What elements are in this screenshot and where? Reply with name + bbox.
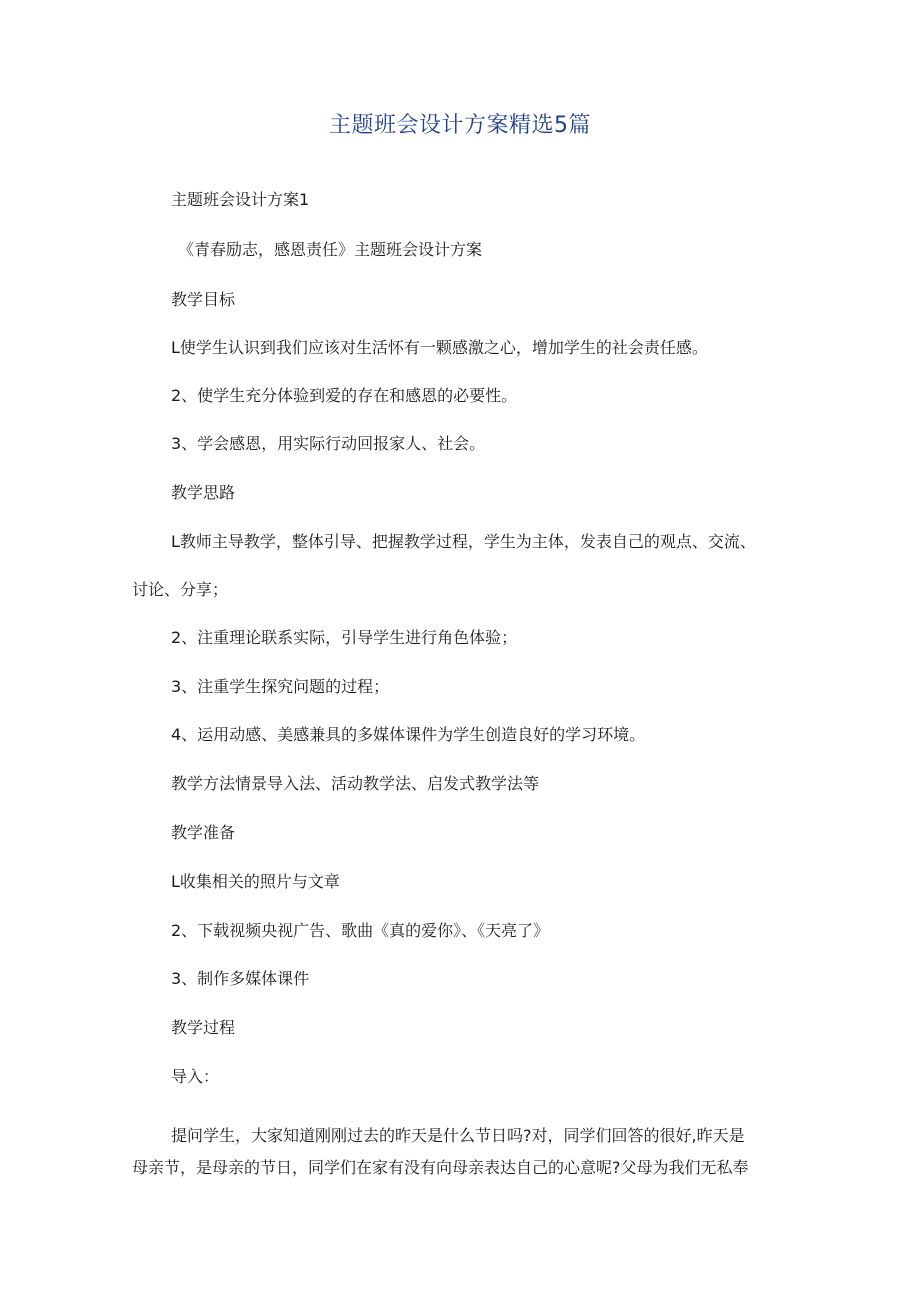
- paragraph-line: L教师主导教学，整体引导、把握教学过程，学生为主体，发表自己的观点、交流、: [171, 532, 756, 551]
- paragraph-line: 讨论、分享；: [132, 580, 229, 599]
- document-title: 主题班会设计方案精选5篇: [329, 113, 591, 138]
- paragraph-line: 2、注重理论联系实际，引导学生进行角色体验；: [171, 628, 518, 647]
- paragraph-line: L收集相关的照片与文章: [171, 872, 340, 891]
- paragraph-line: 3、制作多媒体课件: [171, 969, 310, 988]
- paragraph-line: 母亲节，是母亲的节日，同学们在家有没有向母亲表达自己的心意呢?父母为我们无私奉: [132, 1158, 749, 1177]
- paragraph-line: 3、注重学生探究问题的过程；: [171, 677, 390, 696]
- paragraph-line: 4、运用动感、美感兼具的多媒体课件为学生创造良好的学习环境。: [171, 725, 646, 744]
- section-heading: 教学思路: [171, 483, 236, 502]
- section-heading: 教学准备: [171, 823, 236, 842]
- paragraph-line: 3、学会感恩，用实际行动回报家人、社会。: [171, 434, 486, 453]
- paragraph-line: 教学方法情景导入法、活动教学法、启发式教学法等: [171, 774, 540, 793]
- paragraph-line: L使学生认识到我们应该对生活怀有一颗感激之心，增加学生的社会责任感。: [171, 338, 708, 357]
- section-heading: 主题班会设计方案1: [171, 190, 310, 209]
- paragraph-line: 2、下载视频央视广告、歌曲《真的爱你》、《天亮了》: [171, 921, 550, 940]
- section-heading: 教学目标: [171, 290, 236, 309]
- section-heading: 教学过程: [171, 1018, 236, 1037]
- paragraph-line: 2、使学生充分体验到爱的存在和感恩的必要性。: [171, 386, 518, 405]
- paragraph-line: 导入：: [171, 1067, 220, 1086]
- plan-title: 《青春励志，感恩责任》主题班会设计方案: [178, 240, 483, 259]
- paragraph-line: 提问学生，大家知道刚刚过去的昨天是什么节日吗?对，同学们回答的很好,昨天是: [171, 1126, 745, 1145]
